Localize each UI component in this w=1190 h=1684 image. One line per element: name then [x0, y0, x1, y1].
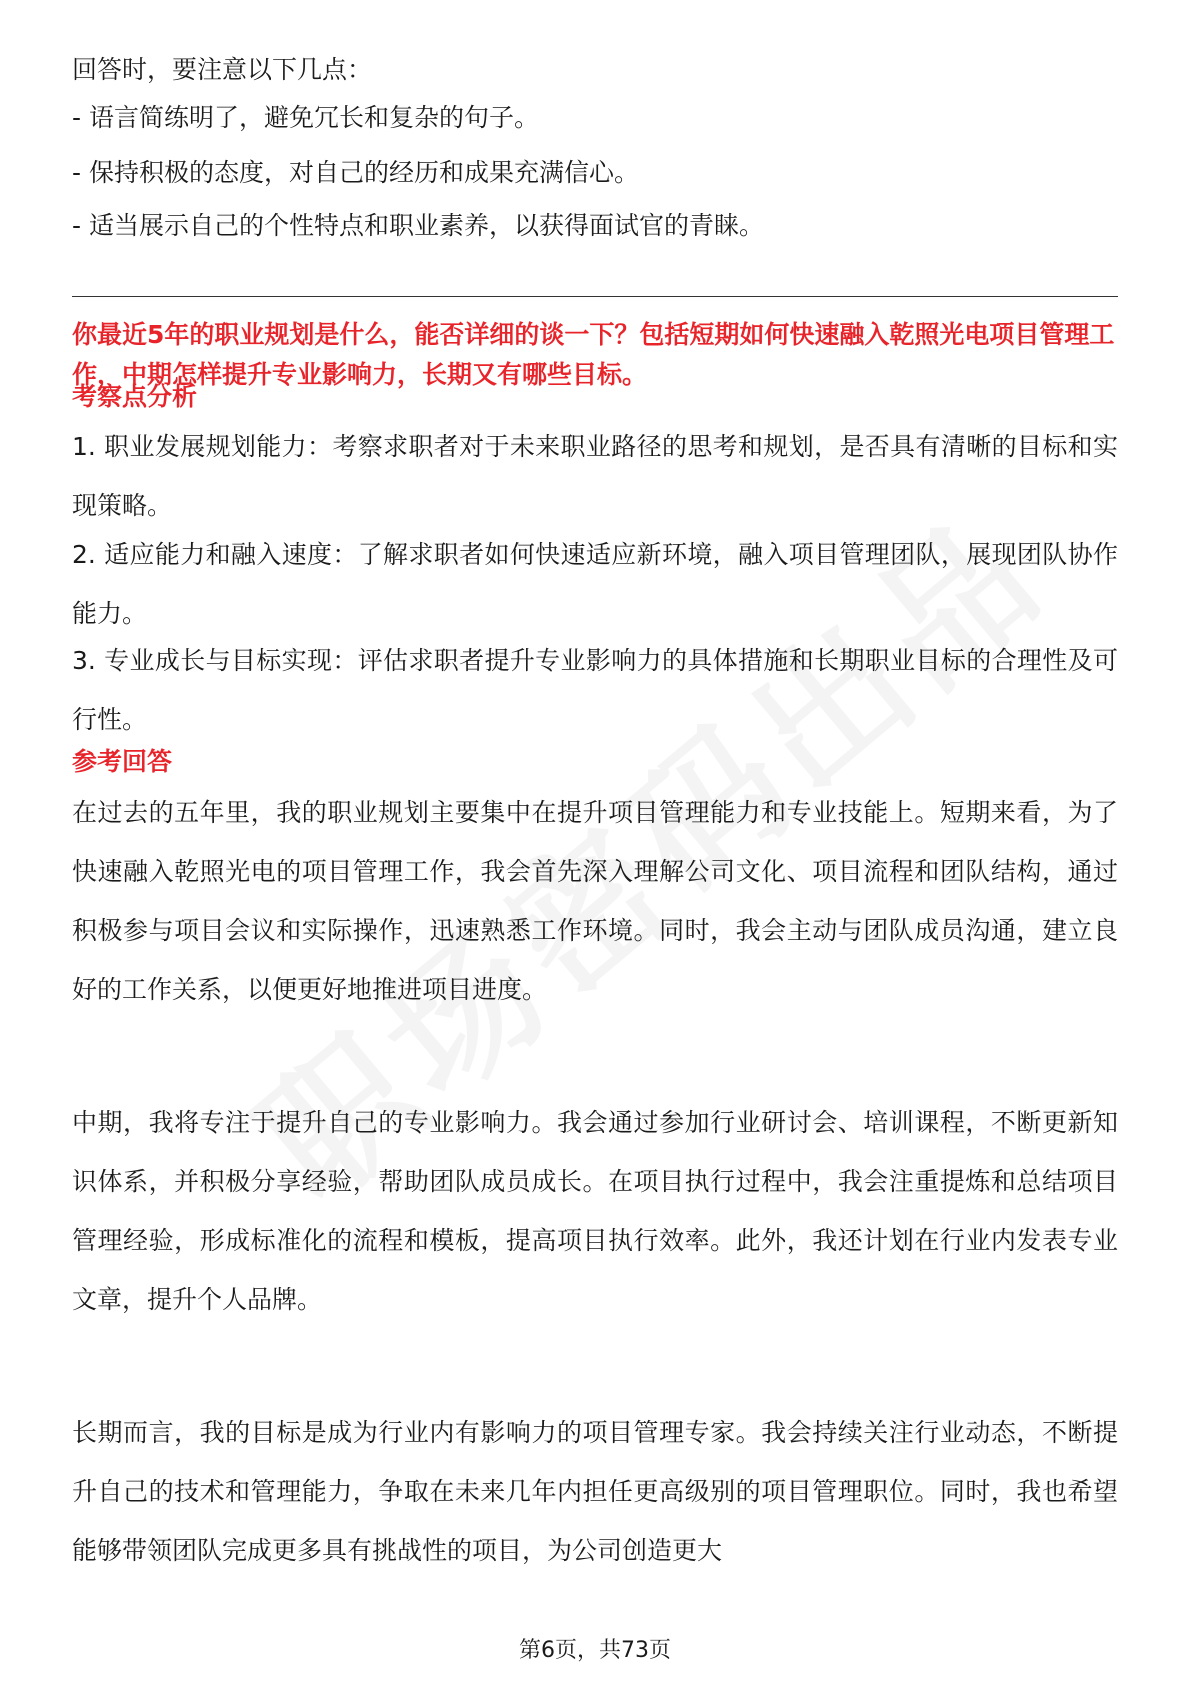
analysis-title: 考察点分析: [72, 382, 198, 411]
intro-heading: 回答时，要注意以下几点：: [72, 55, 373, 84]
bullet-item: - 语言简练明了，避免冗长和复杂的句子。: [72, 103, 539, 132]
answer-title: 参考回答: [72, 747, 173, 776]
question-heading: 你最近5年的职业规划是什么，能否详细的谈一下？包括短期如何快速融入乾照光电项目管理工作，中期怎样提升专业影响力，长期又有哪些目标。: [72, 320, 1115, 389]
bullet-item: - 适当展示自己的个性特点和职业素养，以获得面试官的青睐。: [72, 211, 764, 240]
analysis-point: 2. 适应能力和融入速度：了解求职者如何快速适应新环境，融入项目管理团队，展现团队协作能力。: [72, 540, 1118, 628]
divider: [72, 296, 1118, 297]
bullet-item: - 保持积极的态度，对自己的经历和成果充满信心。: [72, 158, 639, 187]
page-number: 第6页，共73页: [519, 1638, 671, 1663]
answer-paragraph: 中期，我将专注于提升自己的专业影响力。我会通过参加行业研讨会、培训课程，不断更新知识体系，并积极分享经验，帮助团队成员成长。在项目执行过程中，我会注重提炼和总结项目管理经验，形成标准化的流程和模板，提高项目执行效率。此外，我还计划在行业内发表专业文章，提升个人品牌。: [72, 1108, 1118, 1314]
analysis-point: 3. 专业成长与目标实现：评估求职者提升专业影响力的具体措施和长期职业目标的合理性及可行性。: [72, 646, 1118, 734]
analysis-point: 1. 职业发展规划能力：考察求职者对于未来职业路径的思考和规划，是否具有清晰的目标和实现策略。: [72, 432, 1118, 520]
answer-paragraph: 在过去的五年里，我的职业规划主要集中在提升项目管理能力和专业技能上。短期来看，为了快速融入乾照光电的项目管理工作，我会首先深入理解公司文化、项目流程和团队结构，通过积极参与项目会议和实际操作，迅速熟悉工作环境。同时，我会主动与团队成员沟通，建立良好的工作关系，以便更好地推进项目进度。: [72, 798, 1118, 1004]
answer-paragraph: 长期而言，我的目标是成为行业内有影响力的项目管理专家。我会持续关注行业动态，不断提升自己的技术和管理能力，争取在未来几年内担任更高级别的项目管理职位。同时，我也希望能够带领团队完成更多具有挑战性的项目，为公司创造更大: [72, 1418, 1118, 1565]
